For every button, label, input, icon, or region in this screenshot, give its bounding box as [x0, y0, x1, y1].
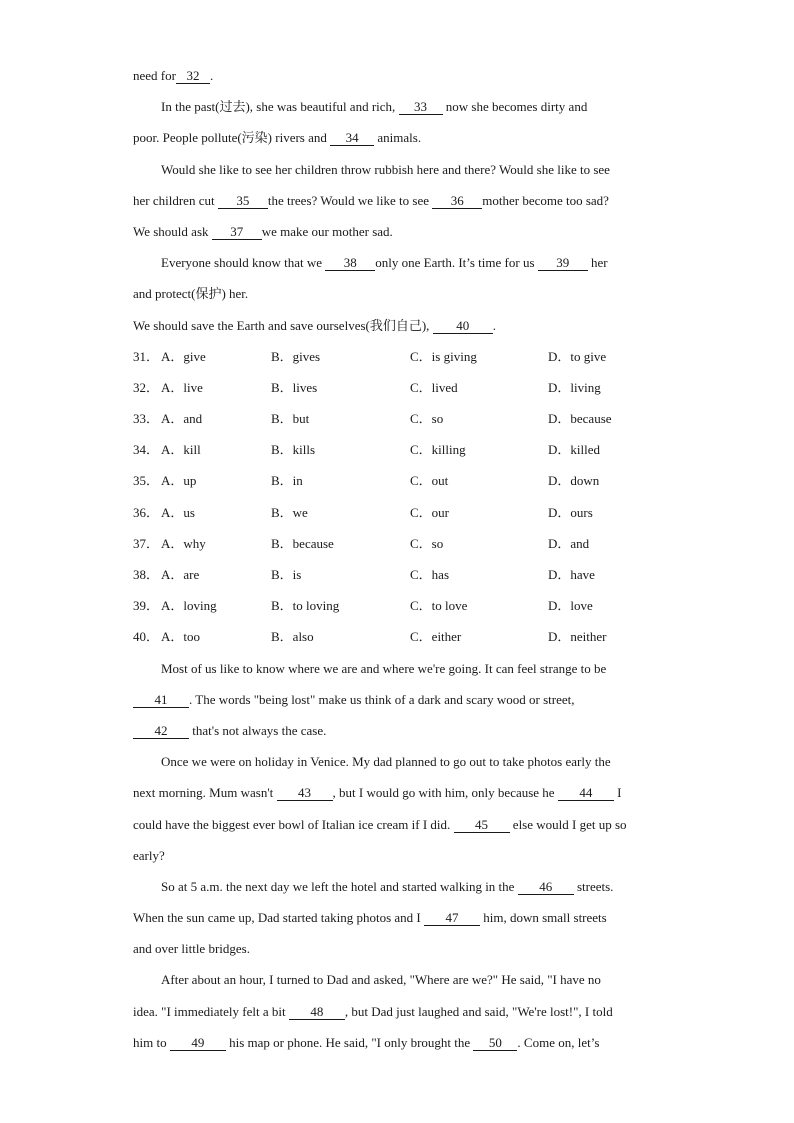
blank-39: 39 [538, 256, 588, 271]
option-d: D．because [548, 411, 612, 427]
option-a: A．up [161, 473, 197, 489]
blank-37: 37 [212, 225, 262, 240]
passage-line [133, 122, 673, 153]
blank-45: 45 [454, 818, 510, 833]
text: we make our mother sad. [261, 223, 393, 239]
passage-line [133, 715, 673, 746]
blank-43: 43 [277, 786, 333, 801]
option-c: C．is giving [410, 348, 477, 364]
option-c: C．so [410, 535, 444, 551]
text: him, down small streets [479, 910, 607, 926]
option-d: D．down [548, 473, 600, 489]
text: . [209, 68, 214, 83]
passage-line [133, 185, 673, 216]
text: else would I get up so [509, 816, 627, 832]
option-d: D．and [548, 535, 590, 551]
text: , but I would go with him, only because he [332, 785, 558, 801]
blank-46: 46 [518, 880, 574, 895]
text: Would she like to see her children throw rubbish here and there? Would she like to see [161, 161, 610, 177]
passage-line [133, 902, 673, 933]
passage-line [133, 247, 673, 278]
option-a: A．are [161, 567, 200, 582]
option-d: D．to give [548, 348, 607, 364]
option-d: D．ours [548, 504, 593, 520]
passage-line [133, 933, 673, 964]
question-number: 31． [133, 348, 160, 364]
option-b: B．because [271, 535, 334, 551]
option-c: C．our [410, 504, 450, 520]
option-a: A．why [161, 535, 206, 551]
blank-41: 41 [133, 693, 189, 708]
question-number: 35． [133, 473, 160, 489]
text: Most of us like to know where we are and where we're going. It can feel strange to be [161, 660, 607, 676]
option-a: A．and [161, 411, 203, 427]
question-number: 40． [133, 629, 160, 645]
text: After about an hour, I turned to Dad and asked, "Where are we?" He said, "I have no [161, 972, 601, 988]
passage-line [133, 154, 673, 185]
question-number: 39． [133, 598, 160, 614]
option-c: C．to love [410, 598, 468, 614]
option-c: C．has [410, 567, 450, 582]
text: early? [133, 847, 165, 863]
text: her [587, 255, 608, 271]
question-number: 38． [133, 567, 160, 582]
option-d: D．have [548, 567, 595, 582]
text: In the past(过去), she was beautiful and rich, [161, 99, 399, 115]
blank-47: 47 [424, 911, 480, 926]
option-a: A．kill [161, 442, 201, 458]
text: only one Earth. It’s time for us [375, 255, 538, 271]
option-b: B．lives [271, 379, 318, 395]
blank-32: 32 [176, 69, 210, 84]
text: streets. [573, 878, 614, 894]
question-row [133, 590, 673, 621]
text: could have the biggest ever bowl of Italian ice cream if I did. [133, 816, 454, 832]
blank-36: 36 [432, 194, 482, 209]
option-c: C．either [410, 629, 462, 645]
option-b: B．in [271, 473, 303, 489]
passage-line [133, 684, 673, 715]
text: him to [133, 1034, 170, 1050]
text: idea. "I immediately felt a bit [133, 1003, 289, 1019]
question-row [133, 497, 673, 528]
question-row [133, 465, 673, 496]
option-b: B．is [271, 567, 302, 582]
passage-line [133, 653, 673, 684]
passage-line [133, 91, 673, 122]
text: . [492, 317, 496, 333]
option-d: D．neither [548, 629, 607, 645]
passage-line [133, 809, 673, 840]
text: the trees? Would we like to see [267, 192, 433, 208]
blank-44: 44 [558, 786, 614, 801]
blank-34: 34 [330, 131, 374, 146]
option-b: B．but [271, 411, 310, 427]
question-number: 32． [133, 379, 160, 395]
blank-33: 33 [399, 100, 443, 115]
text: animals. [374, 130, 422, 146]
question-row [133, 559, 673, 590]
question-row [133, 403, 673, 434]
option-b: B．also [271, 629, 314, 645]
option-c: C．out [410, 473, 449, 489]
option-a: A．loving [161, 598, 217, 614]
passage-line [133, 964, 673, 995]
option-a: A．us [161, 504, 195, 520]
text: , but Dad just laughed and said, "We're lost!", I told [344, 1003, 613, 1019]
text: that's not always the case. [189, 722, 327, 738]
question-number: 37． [133, 535, 160, 551]
option-b: B．kills [271, 442, 316, 458]
option-c: C．so [410, 411, 444, 427]
passage-line [133, 840, 673, 871]
option-a: A．give [161, 348, 206, 364]
blank-35: 35 [218, 194, 268, 209]
text: Everyone should know that we [161, 255, 326, 271]
question-row [133, 372, 673, 403]
text: mother become too sad? [482, 192, 609, 208]
question-row [133, 621, 673, 652]
text: I [613, 785, 622, 801]
text: and over little bridges. [133, 941, 250, 957]
blank-50: 50 [473, 1036, 517, 1051]
passage-line [133, 777, 673, 808]
passage-line [133, 216, 673, 247]
text: need for [133, 68, 176, 83]
option-b: B．to loving [271, 598, 340, 614]
option-c: C．lived [410, 379, 458, 395]
text: and protect(保护) her. [133, 286, 249, 302]
blank-40: 40 [433, 319, 493, 334]
document-page [133, 60, 673, 1058]
text: . The words "being lost" make us think of a dark and scary wood or street, [189, 691, 575, 707]
passage-line [133, 746, 673, 777]
passage-line [133, 60, 673, 91]
passage-line [133, 871, 673, 902]
question-number: 36． [133, 504, 160, 520]
text: We should ask [133, 223, 212, 239]
text: So at 5 a.m. the next day we left the hotel and started walking in the [161, 878, 518, 894]
passage-line [133, 310, 673, 341]
question-number: 33． [133, 411, 160, 427]
text: her children cut [133, 192, 218, 208]
option-c: C．killing [410, 442, 466, 458]
option-b: B．gives [271, 348, 321, 364]
question-row [133, 434, 673, 465]
text: When the sun came up, Dad started taking photos and I [133, 910, 424, 926]
text: . Come on, let’s [517, 1034, 600, 1050]
passage-line [133, 996, 673, 1027]
blank-38: 38 [325, 256, 375, 271]
option-b: B．we [271, 504, 308, 520]
passage-line [133, 278, 673, 309]
question-number: 34． [133, 442, 160, 458]
text: next morning. Mum wasn't [133, 785, 277, 801]
passage-line [133, 1027, 673, 1058]
question-row [133, 341, 673, 372]
blank-48: 48 [289, 1005, 345, 1020]
question-row [133, 528, 673, 559]
text: now she becomes dirty and [442, 99, 588, 115]
option-a: A．too [161, 629, 201, 645]
option-d: D．love [548, 598, 593, 614]
option-d: D．killed [548, 442, 600, 458]
text: Once we were on holiday in Venice. My dad planned to go out to take photos early the [161, 754, 611, 770]
option-a: A．live [161, 379, 203, 395]
text: poor. People pollute(污染) rivers and [133, 130, 331, 146]
blank-42: 42 [133, 724, 189, 739]
option-d: D．living [548, 379, 601, 395]
blank-49: 49 [170, 1036, 226, 1051]
text: his map or phone. He said, "I only brought the [225, 1034, 474, 1050]
text: We should save the Earth and save ourselves(我们自己), [133, 317, 433, 333]
